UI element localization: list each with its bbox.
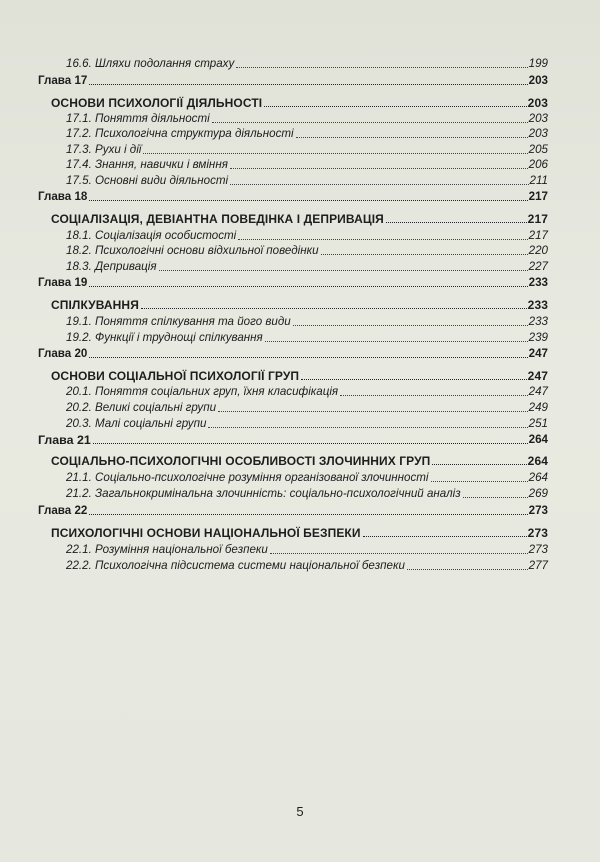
toc-page-number: 273 bbox=[528, 504, 548, 517]
toc-entry-title: 19.2. Функції і труднощі спілкування bbox=[66, 331, 263, 344]
toc-page-number: 233 bbox=[527, 298, 548, 312]
dot-leader bbox=[93, 443, 528, 444]
dot-leader bbox=[212, 122, 528, 123]
toc-page-number: 211 bbox=[529, 174, 548, 187]
toc-page-number: 264 bbox=[528, 433, 548, 446]
toc-entry-title: 17.2. Психологічна структура діяльності bbox=[66, 127, 294, 140]
dot-leader bbox=[236, 67, 527, 68]
toc-section-row bbox=[38, 543, 548, 557]
dot-leader bbox=[89, 286, 527, 287]
toc-chapter-row bbox=[38, 276, 548, 290]
toc-chapter-row bbox=[38, 504, 548, 518]
toc-entry-title: 22.2. Психологічна підсистема системи національної безпеки bbox=[66, 559, 405, 572]
dot-leader bbox=[159, 270, 528, 271]
dot-leader bbox=[321, 254, 528, 255]
dot-leader bbox=[407, 569, 528, 570]
dot-leader bbox=[270, 553, 528, 554]
dot-leader bbox=[238, 239, 527, 240]
toc-entry-title: 22.1. Розуміння національної безпеки bbox=[66, 543, 268, 556]
dot-leader bbox=[265, 341, 528, 342]
dot-leader bbox=[89, 200, 527, 201]
toc-page-number: 203 bbox=[528, 127, 548, 140]
toc-entry-title: 17.5. Основні види діяльності bbox=[66, 174, 229, 187]
toc-entry-title: 21.2. Загальнокримінальна злочинність: соціально-психологічний аналіз bbox=[66, 487, 461, 500]
toc-page-number: 203 bbox=[527, 96, 548, 110]
toc-section-row bbox=[38, 143, 548, 157]
toc-page-number: 264 bbox=[528, 471, 548, 484]
toc-entry-title: 20.1. Поняття соціальних груп, їхня класифікація bbox=[66, 385, 339, 398]
dot-leader bbox=[386, 222, 527, 223]
toc-section-row bbox=[38, 229, 548, 243]
dot-leader bbox=[143, 153, 527, 154]
toc-entry-title: ПСИХОЛОГІЧНІ ОСНОВИ НАЦІОНАЛЬНОЇ БЕЗПЕКИ bbox=[51, 526, 361, 540]
toc-entry-title: 17.4. Знання, навички і вміння bbox=[66, 158, 228, 171]
dot-leader bbox=[340, 395, 528, 396]
toc-page-number: 206 bbox=[528, 158, 548, 171]
toc-heading-row bbox=[38, 298, 548, 312]
toc-section-row bbox=[38, 112, 548, 126]
dot-leader bbox=[431, 481, 528, 482]
page-number: 5 bbox=[296, 804, 304, 819]
toc-entry-title: ОСНОВИ ПСИХОЛОГІЇ ДІЯЛЬНОСТІ bbox=[51, 96, 263, 110]
toc-heading-row bbox=[38, 454, 548, 468]
dot-leader bbox=[432, 464, 526, 465]
dot-leader bbox=[89, 84, 527, 85]
toc-chapter-row bbox=[38, 190, 548, 204]
dot-leader bbox=[296, 137, 528, 138]
toc-page-number: 203 bbox=[528, 74, 548, 87]
toc-entry-title: СОЦІАЛЬНО-ПСИХОЛОГІЧНІ ОСОБЛИВОСТІ ЗЛОЧИННИХ ГРУП bbox=[51, 454, 431, 468]
toc-section-row bbox=[38, 174, 548, 188]
toc-entry-title: 18.2. Психологічні основи відхильної поведінки bbox=[66, 244, 319, 257]
toc-chapter-row bbox=[38, 433, 548, 447]
toc-section-row bbox=[38, 260, 548, 274]
toc-section-row bbox=[38, 417, 548, 431]
toc-page-number: 205 bbox=[528, 143, 548, 156]
dot-leader bbox=[141, 308, 527, 309]
toc-section-row bbox=[38, 158, 548, 172]
toc-section-row bbox=[38, 57, 548, 71]
toc-entry-title: Глава 18 bbox=[38, 190, 88, 203]
dot-leader bbox=[363, 536, 527, 537]
toc-section-row bbox=[38, 331, 548, 345]
toc-heading-row bbox=[38, 526, 548, 540]
toc-page-number: 249 bbox=[528, 401, 548, 414]
dot-leader bbox=[89, 357, 527, 358]
toc-section-row bbox=[38, 559, 548, 573]
toc-chapter-row bbox=[38, 347, 548, 361]
toc-page-number: 247 bbox=[528, 347, 548, 360]
dot-leader bbox=[230, 168, 528, 169]
toc-page-number: 264 bbox=[527, 454, 548, 468]
toc-entry-title: Глава 19 bbox=[38, 276, 88, 289]
toc-heading-row bbox=[38, 212, 548, 226]
toc-entry-title: 19.1. Поняття спілкування та його види bbox=[66, 315, 291, 328]
toc-page-number: 217 bbox=[527, 212, 548, 226]
toc-entry-title: ОСНОВИ СОЦІАЛЬНОЇ ПСИХОЛОГІЇ ГРУП bbox=[51, 369, 300, 383]
toc-section-row bbox=[38, 401, 548, 415]
toc-entry-title: Глава 21 bbox=[38, 433, 91, 447]
toc-page-number: 247 bbox=[527, 369, 548, 383]
toc-page-number: 233 bbox=[528, 315, 548, 328]
toc-page-number: 217 bbox=[528, 190, 548, 203]
toc-page-number: 199 bbox=[528, 57, 548, 70]
toc-entry-title: 18.1. Соціалізація особистості bbox=[66, 229, 237, 242]
toc-entry-title: 16.6. Шляхи подолання страху bbox=[66, 57, 235, 70]
dot-leader bbox=[463, 497, 528, 498]
toc-entry-title: 21.1. Соціально-психологічне розуміння організованої злочинності bbox=[66, 471, 429, 484]
dot-leader bbox=[230, 184, 528, 185]
toc-entry-title: СОЦІАЛІЗАЦІЯ, ДЕВІАНТНА ПОВЕДІНКА І ДЕПРИВАЦІЯ bbox=[51, 212, 384, 226]
dot-leader bbox=[301, 379, 527, 380]
toc-page-number: 273 bbox=[528, 543, 548, 556]
toc-entry-title: 18.3. Депривація bbox=[66, 260, 157, 273]
toc-page-number: 277 bbox=[528, 559, 548, 572]
dot-leader bbox=[208, 427, 527, 428]
dot-leader bbox=[264, 106, 526, 107]
toc-page-number: 273 bbox=[527, 526, 548, 540]
toc-entry-title: Глава 22 bbox=[38, 504, 88, 517]
toc-page-number: 239 bbox=[528, 331, 548, 344]
dot-leader bbox=[218, 411, 528, 412]
toc-section-row bbox=[38, 471, 548, 485]
toc-page-number: 251 bbox=[528, 417, 548, 430]
toc-page-number: 203 bbox=[528, 112, 548, 125]
toc-heading-row bbox=[38, 96, 548, 110]
dot-leader bbox=[89, 514, 527, 515]
toc-entry-title: СПІЛКУВАННЯ bbox=[51, 298, 139, 312]
toc-page-number: 247 bbox=[528, 385, 548, 398]
toc-heading-row bbox=[38, 369, 548, 383]
toc-section-row bbox=[38, 385, 548, 399]
dot-leader bbox=[293, 325, 528, 326]
toc-entry-title: Глава 20 bbox=[38, 347, 88, 360]
toc-page-number: 220 bbox=[528, 244, 548, 257]
toc-section-row bbox=[38, 244, 548, 258]
toc-page-number: 269 bbox=[528, 487, 548, 500]
toc-page-number: 217 bbox=[528, 229, 548, 242]
toc-entry-title: 20.2. Великі соціальні групи bbox=[66, 401, 217, 414]
toc-page-number: 227 bbox=[528, 260, 548, 273]
toc-section-row bbox=[38, 315, 548, 329]
toc-section-row bbox=[38, 127, 548, 141]
toc-entry-title: 17.1. Поняття діяльності bbox=[66, 112, 210, 125]
toc-entry-title: 17.3. Рухи і дії bbox=[66, 143, 142, 156]
toc-section-row bbox=[38, 487, 548, 501]
toc-chapter-row bbox=[38, 74, 548, 88]
toc-entry-title: Глава 17 bbox=[38, 74, 88, 87]
toc-entry-title: 20.3. Малі соціальні групи bbox=[66, 417, 207, 430]
toc-page-number: 233 bbox=[528, 276, 548, 289]
